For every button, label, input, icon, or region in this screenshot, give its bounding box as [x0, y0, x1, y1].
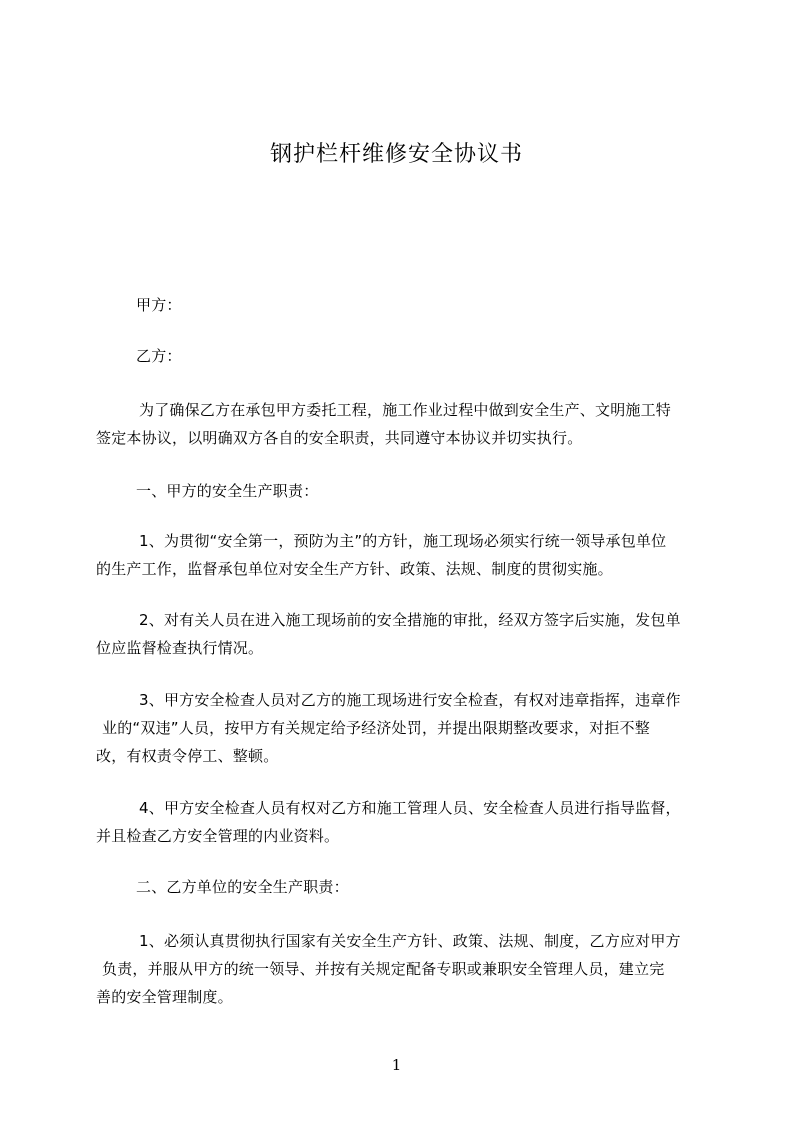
section-2-heading: 二、乙方单位的安全生产职责：: [136, 878, 349, 896]
party-a-line: [96, 291, 716, 319]
s2-item-1-line-3: 善的安全管理制度。: [96, 988, 233, 1006]
s1-item-3-line-3: 改，有权责令停工、整顿。: [96, 747, 279, 765]
s1-item-3: [96, 686, 716, 770]
s1-item-1-line-2: 的生产工作，监督承包单位对安全生产方针、政策、法规、制度的贯彻实施。: [96, 560, 613, 578]
intro-paragraph: [96, 396, 716, 452]
s1-item-2: [96, 606, 716, 662]
s2-item-1: [96, 927, 716, 1011]
s2-item-1-line-1: 1、必须认真贯彻执行国家有关安全生产方针、政策、法规、制度，乙方应对甲方: [139, 932, 681, 950]
s1-item-3-line-1: 3、甲方安全检查人员对乙方的施工现场进行安全检查，有权对违章指挥，违章作: [139, 691, 681, 709]
intro-line-1: 为了确保乙方在承包甲方委托工程，施工作业过程中做到安全生产、文明施工特: [139, 401, 672, 419]
section-1-heading-block: [96, 477, 716, 505]
s1-item-1-line-1: 1、为贯彻“安全第一，预防为主”的方针，施工现场必须实行统一领导承包单位: [139, 532, 667, 550]
party-a-label: 甲方：: [136, 296, 182, 314]
s1-item-1: [96, 527, 716, 583]
party-b-line: [96, 342, 716, 370]
s1-item-4: [96, 794, 716, 850]
page-number: 1: [391, 1056, 402, 1074]
section-2-heading-block: [96, 873, 716, 901]
party-b-label: 乙方：: [136, 347, 182, 365]
s2-item-1-line-2: 负责，并服从甲方的统一领导、并按有关规定配备专职或兼职安全管理人员，建立完: [102, 960, 665, 978]
section-1-heading: 一、甲方的安全生产职责：: [136, 482, 319, 500]
s1-item-4-line-2: 并且检查乙方安全管理的内业资料。: [96, 827, 340, 845]
s1-item-2-line-1: 2、对有关人员在进入施工现场前的安全措施的审批，经双方签字后实施，发包单: [139, 611, 681, 629]
s1-item-2-line-2: 位应监督检查执行情况。: [96, 639, 264, 657]
document-title: 钢护栏杆维修安全协议书: [269, 142, 523, 167]
s1-item-4-line-1: 4、甲方安全检查人员有权对乙方和施工管理人员、安全检查人员进行指导监督，: [139, 799, 681, 817]
intro-line-2: 签定本协议，以明确双方各自的安全职责，共同遵守本协议并切实执行。: [96, 429, 583, 447]
s1-item-3-line-2: 业的“双违”人员，按甲方有关规定给予经济处罚，并提出限期整改要求，对拒不整: [102, 719, 650, 737]
